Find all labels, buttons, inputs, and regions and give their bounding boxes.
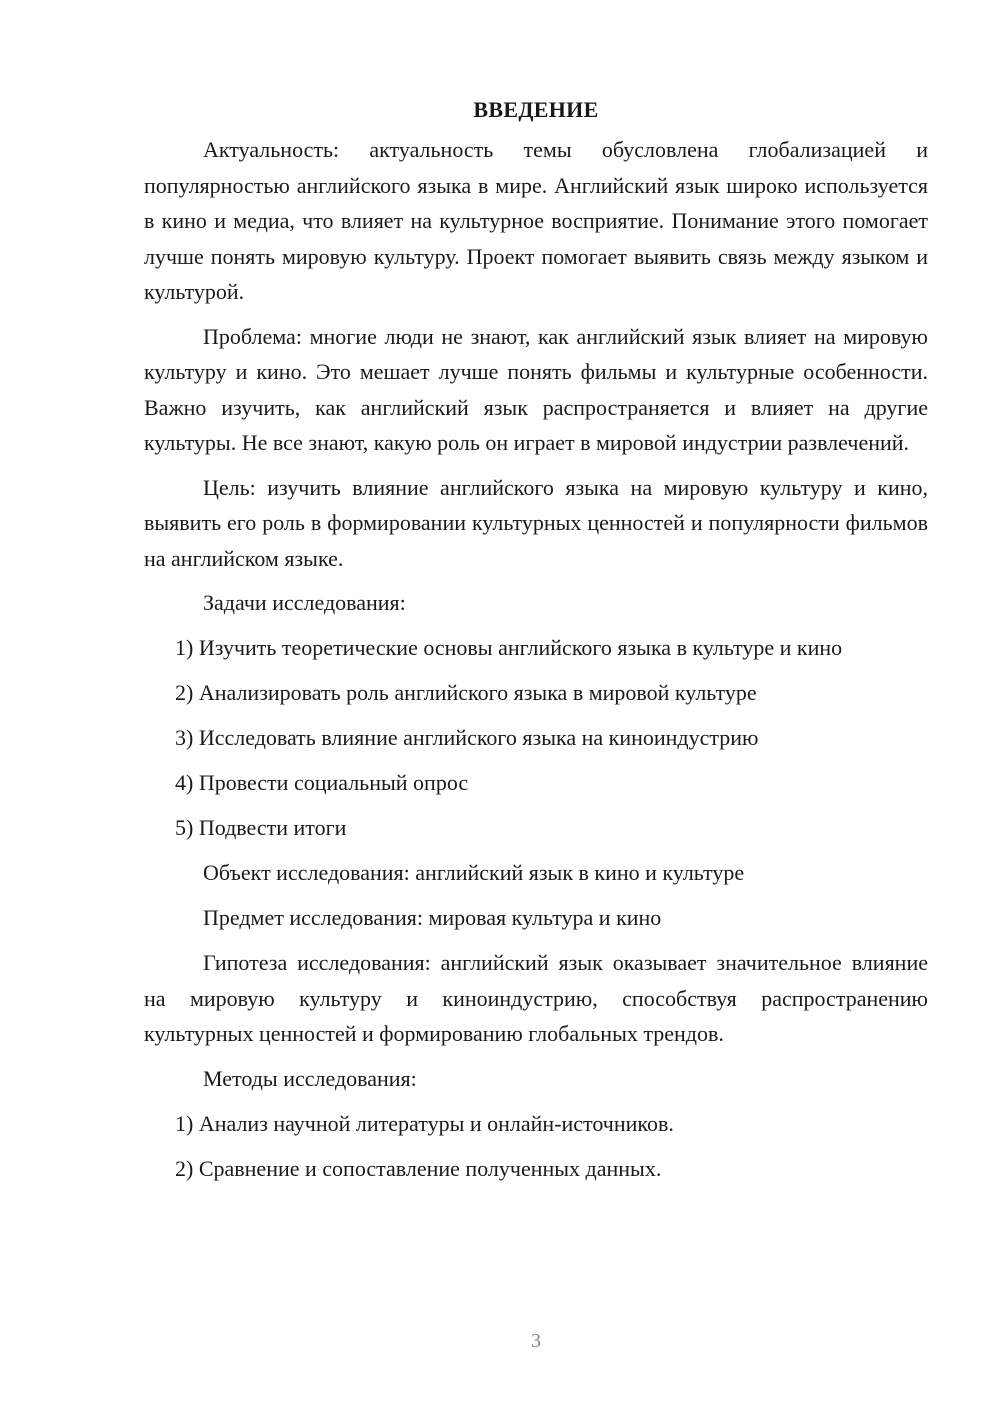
page-content xyxy=(144,92,928,1196)
task-item-2: 2) Анализировать роль английского языка в мировой культуре xyxy=(175,680,757,705)
task-item-1: 1) Изучить теоретические основы английского языка в культуре и кино xyxy=(175,635,843,660)
page-number: 3 xyxy=(531,1330,541,1352)
problem-paragraph: Проблема: многие люди не знают, как английский язык влияет на мировую культуру и кино. Это мешает лучше понять фильмы и культурные особенности. Важно изучить, как английский язык распространяется и влияет на другие культуры. Не все знают, какую роль он играет в мировой индустрии развлечений. xyxy=(144,323,928,455)
hypothesis-paragraph: Гипотеза исследования: английский язык оказывает значительное влияние на мировую культуру и киноиндустрию, способствуя распространению культурных ценностей и формированию глобальных трендов. xyxy=(144,950,928,1046)
method-item-1: 1) Анализ научной литературы и онлайн-источников. xyxy=(175,1110,674,1136)
tasks-title: Задачи исследования: xyxy=(203,590,406,615)
object-line: Объект исследования: английский язык в кино и культуре xyxy=(203,860,745,885)
section-heading: ВВЕДЕНИЕ xyxy=(473,97,599,122)
goal-paragraph: Цель: изучить влияние английского языка на мировую культуру и кино, выявить его роль в формировании культурных ценностей и популярности фильмов на английском языке. xyxy=(144,474,928,571)
task-item-4: 4) Провести социальный опрос xyxy=(175,770,469,795)
task-item-5: 5) Подвести итоги xyxy=(175,815,347,840)
methods-title: Методы исследования: xyxy=(203,1065,417,1091)
method-item-2: 2) Сравнение и сопоставление полученных данных. xyxy=(175,1155,662,1181)
relevance-paragraph: Актуальность: актуальность темы обусловлена глобализацией и популярностью английского языка в мире. Английский язык широко используется в кино и медиа, что влияет на культурное восприятие. Понимание этого помогает лучше понять мировую культуру. Проект помогает выявить связь между языком и культурой. xyxy=(144,137,928,304)
task-item-3: 3) Исследовать влияние английского языка на киноиндустрию xyxy=(175,725,759,750)
subject-line: Предмет исследования: мировая культура и кино xyxy=(203,905,662,930)
